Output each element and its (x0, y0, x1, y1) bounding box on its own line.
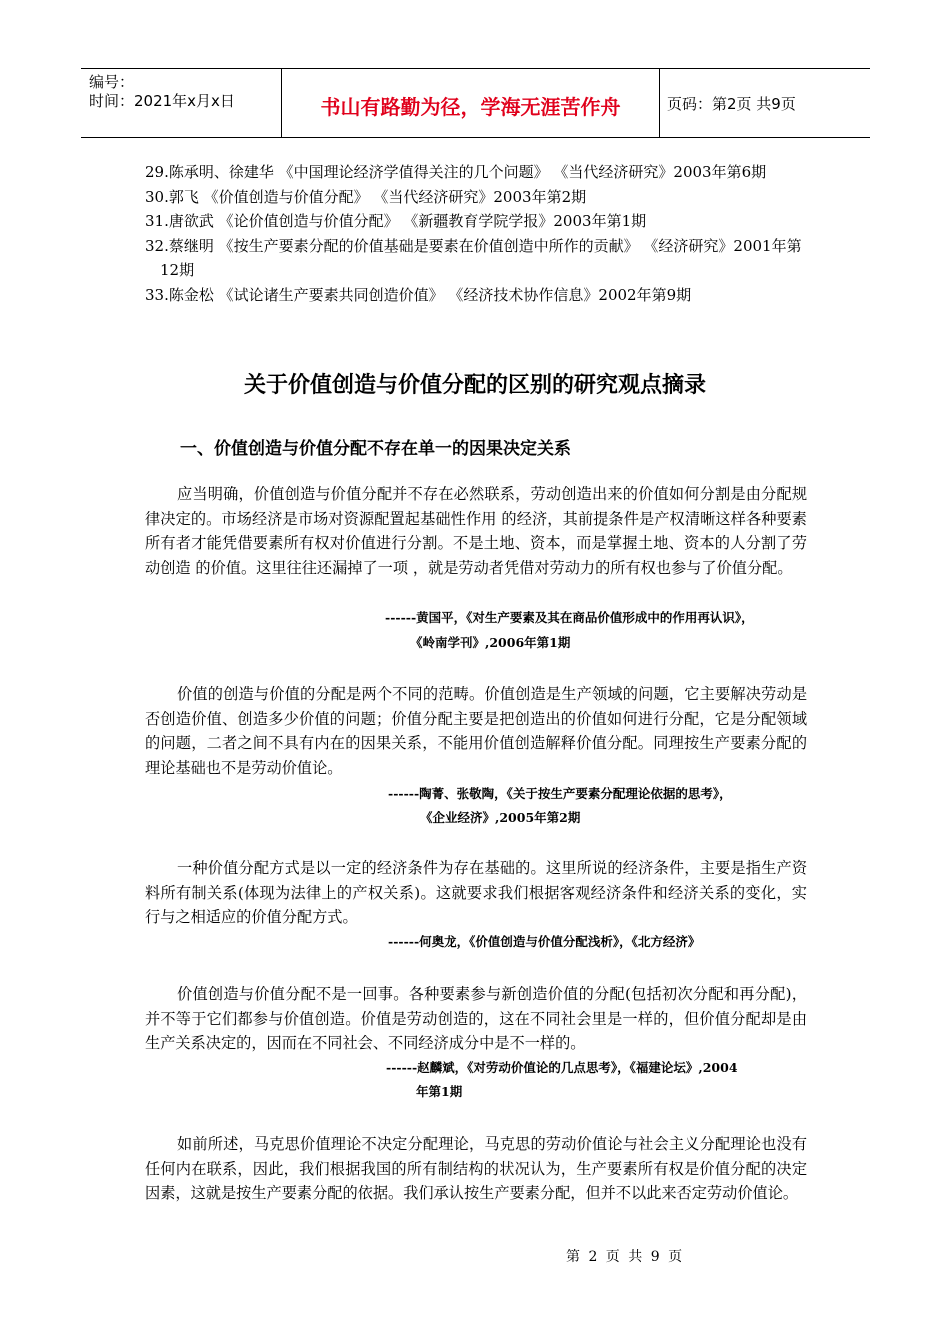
citation-line: 年第1期 (416, 1084, 463, 1099)
header-motto-cell (281, 69, 660, 137)
excerpt-paragraph: 价值创造与价值分配不是一回事。各种要素参与新创造价值的分配(包括初次分配和再分配)，并不等于它们都参与价值创造。价值是劳动创造的，这在不同社会里是一样的，但价值分配却是由生产关系决定的，因而在不同社会、不同经济成分中是不一样的。 (145, 985, 807, 1053)
citation-line: 《企业经济》,2005年第2期 (420, 810, 581, 825)
reference-item: 30.郭飞 《价值创造与价值分配》 《当代经济研究》2003年第2期 (145, 187, 587, 206)
document-date-label: 时间：2021年x月x日 (89, 92, 235, 110)
document-title: 关于价值创造与价值分配的区别的研究观点摘录 (243, 373, 706, 398)
reference-item: 32.蔡继明 《按生产要素分配的价值基础是要素在价值创造中所作的贡献》 《经济研究》2001年第12期 (145, 236, 802, 279)
citation-line: ------赵麟斌，《对劳动价值论的几点思考》，《福建论坛》,2004 (386, 1060, 738, 1075)
reference-list (145, 160, 815, 307)
header-page-label: 页码：第2页 共9页 (667, 95, 796, 113)
document-number-label: 编号： (89, 73, 135, 91)
header-page-cell (659, 69, 870, 137)
reference-item: 31.唐欲武 《论价值创造与价值分配》 《新疆教育学院学报》2003年第1期 (145, 212, 647, 230)
reference-item: 33.陈金松 《试论诸生产要素共同创造价值》 《经济技术协作信息》2002年第9期 (145, 285, 692, 304)
reference-item: 29.陈承明、徐建华 《中国理论经济学值得关注的几个问题》 《当代经济研究》2003年第6期 (145, 163, 767, 181)
citation-line: ------黄国平，《对生产要素及其在商品价值形成中的作用再认识》， (385, 610, 754, 625)
header-motto: 书山有路勤为径，学海无涯苦作舟 (320, 95, 621, 119)
excerpt-paragraph: 价值的创造与价值的分配是两个不同的范畴。价值创造是生产领域的问题，它主要解决劳动是否创造价值、创造多少价值的问题；价值分配主要是把创造出的价值如何进行分配，它是分配领域的问题，二者之间不具有内在的因果关系，不能用价值创造解释价值分配。同理按生产要素分配的理论基础也不是劳动价值论。 (145, 685, 807, 777)
excerpt-paragraph: 如前所述，马克思价值理论不决定分配理论，马克思的劳动价值论与社会主义分配理论也没有任何内在联系，因此，我们根据我国的所有制结构的状况认为，生产要素所有权是价值分配的决定因素，这就是按生产要素分配的依据。我们承认按生产要素分配，但并不以此来否定劳动价值论。 (145, 1135, 807, 1203)
page-header (81, 68, 870, 138)
citation-line: ------陶菁、张敬陶，《关于按生产要素分配理论依据的思考》， (388, 786, 732, 801)
excerpt-paragraph: 应当明确，价值创造与价值分配并不存在必然联系，劳动创造出来的价值如何分割是由分配规律决定的。市场经济是市场对资源配置起基础性作用 的经济，其前提条件是产权清晰这样各种要素所有者才能凭借要素所有权对价值进行分割。不是土地、资本，而是掌握土地、资本的人分割了劳动创造 的价值。这里往往还漏掉了一项 ，就是劳动者凭借对劳动力的所有权也参与了价值分配。 (145, 485, 807, 577)
citation-line: 《岭南学刊》,2006年第1期 (410, 635, 571, 650)
excerpt-paragraph: 一种价值分配方式是以一定的经济条件为存在基础的。这里所说的经济条件，主要是指生产资料所有制关系(体现为法律上的产权关系)。这就要求我们根据客观经济条件和经济关系的变化，实行与之相适应的价值分配方式。 (145, 859, 807, 927)
citation-line: ------何奥龙，《价值创造与价值分配浅析》，《北方经济》 (388, 934, 701, 949)
footer-page-number: 第 2 页 共 9 页 (566, 1249, 685, 1265)
header-meta (81, 69, 281, 137)
section-heading: 一、价值创造与价值分配不存在单一的因果决定关系 (180, 439, 571, 459)
